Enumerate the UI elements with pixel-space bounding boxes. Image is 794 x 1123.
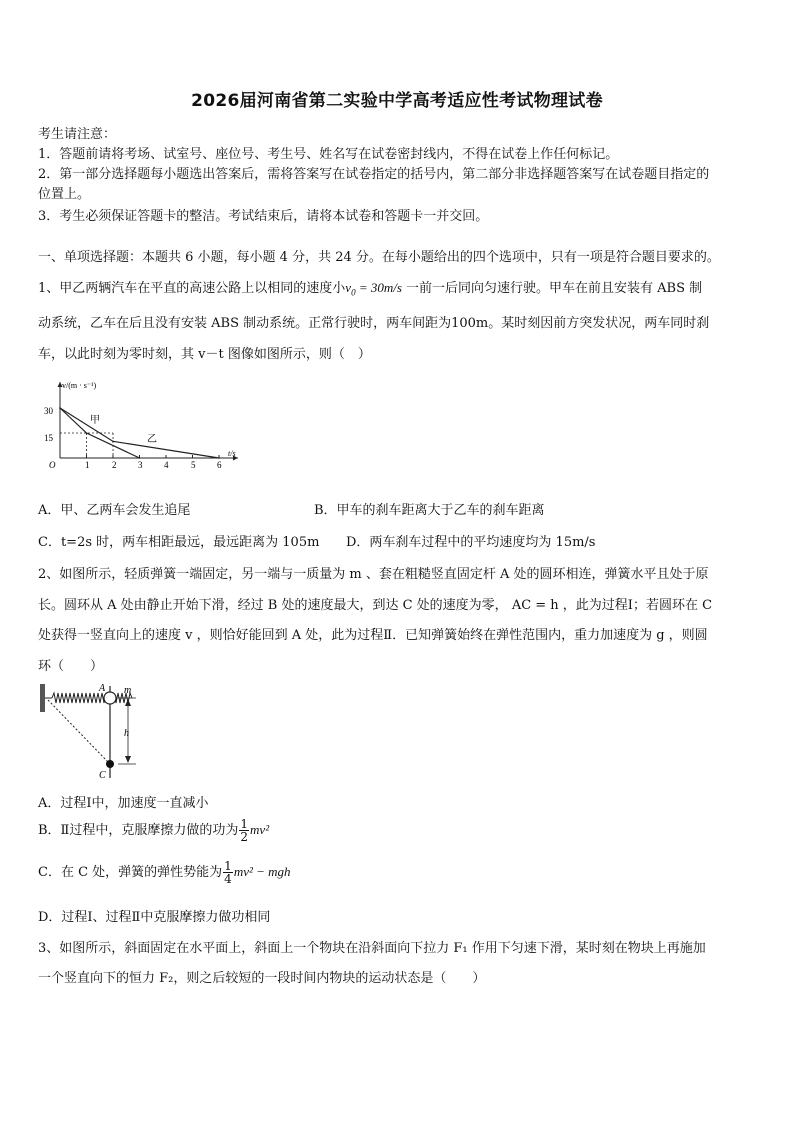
question-2-line: 长。圆环从 A 处由静止开始下滑，经过 B 处的速度最大，到达 C 处的速度为零， AC = h ，此为过程Ⅰ；若圆环在 C	[38, 598, 713, 613]
section-heading: 一、单项选择题：本题共 6 小题，每小题 4 分，共 24 分。在每小题给出的四个选项中，只有一项是符合题目要求的。	[38, 250, 720, 265]
q1-option-b: B．甲车的刹车距离大于乙车的刹车距离	[314, 503, 545, 518]
x-tick-label: 2	[112, 460, 117, 470]
question-2-line: 2、如图所示，轻质弹簧一端固定，另一端与一质量为 m 、套在粗糙竖直固定杆 A 处的圆环相连，弹簧水平且处于原	[38, 567, 709, 582]
arrow-up-icon	[125, 699, 131, 706]
data-point	[218, 457, 220, 459]
fraction	[223, 860, 233, 885]
x-tick-label: 6	[217, 460, 222, 470]
y-tick-label: 15	[44, 433, 53, 443]
notice-heading: 考生请注意：	[38, 127, 117, 142]
wall	[40, 684, 45, 712]
data-point	[139, 457, 141, 459]
q2-option-c-expr: mv² − mgh	[233, 864, 291, 879]
q2-option-b-expr: mv²	[250, 822, 270, 837]
data-point	[112, 441, 114, 443]
fraction-numerator: 1	[240, 817, 249, 831]
q2-option-c-text: C．在 C 处，弹簧的弹性势能为	[38, 865, 223, 880]
notice-item: 2．第一部分选择题每小题选出答案后，需将答案写在试卷指定的括号内，第二部分非选择题答案写在试卷题目指定的	[38, 167, 710, 182]
x-tick-label: 1	[85, 460, 90, 470]
series-line-yi	[60, 408, 219, 458]
ring-at-c	[106, 760, 114, 768]
q1-vt-graph	[38, 378, 248, 470]
q2-option-b-text: B．Ⅱ过程中，克服摩擦力做的功为	[38, 823, 239, 838]
question-3-line: 一个竖直向下的恒力 F₂，则之后较短的一段时间内物块的运动状态是（ ）	[38, 971, 486, 986]
ring-at-a	[104, 692, 116, 704]
arrow-down-icon	[125, 756, 131, 763]
q1-option-a: A．甲、乙两车会发生追尾	[38, 503, 191, 518]
label-m: m	[124, 685, 132, 696]
page-title: 2026届河南省第二实验中学高考适应性考试物理试卷	[191, 91, 603, 111]
q1-v0-value: = 30m/s	[355, 280, 402, 295]
q1-text-cont: 一前一后同向匀速行驶。甲车在前且安装有 ABS 制	[401, 281, 703, 296]
notice-item: 1．答题前请将考场、试室号、座位号、考生号、姓名写在试卷密封线内，不得在试卷上作任何标记。	[38, 147, 619, 162]
q1-option-c: C．t=2s 时，两车相距最远，最远距离为 105m	[38, 535, 320, 550]
data-point	[59, 407, 61, 409]
x-tick-label: 3	[138, 460, 143, 470]
fraction-denominator: 2	[240, 830, 249, 844]
x-tick-label: 5	[191, 460, 196, 470]
q1-option-d: D．两车刹车过程中的平均速度均为 15m/s	[346, 535, 596, 550]
q1-v-sub: 0	[351, 287, 356, 298]
q1-v0	[345, 280, 356, 298]
dashed-line	[48, 700, 108, 762]
q2-spring-figure	[38, 678, 150, 782]
question-2-line: 处获得一竖直向上的速度 v ，则恰好能回到 A 处，此为过程Ⅱ．已知弹簧始终在弹性范围内，重力加速度为 g ，则圆	[38, 628, 708, 643]
question-1-line: 车，以此时刻为零时刻，其 v－t 图像如图所示，则（ ）	[38, 347, 371, 362]
label-h: h	[124, 728, 129, 739]
fraction-numerator: 1	[224, 859, 232, 873]
series-label-yi: 乙	[147, 434, 157, 445]
fraction	[239, 818, 249, 843]
notice-item: 3．考生必须保证答题卡的整洁。考试结束后，请将本试卷和答题卡一并交回。	[38, 209, 489, 224]
label-a: A	[99, 683, 106, 694]
series-label-jia: 甲	[90, 415, 100, 426]
fraction-denominator: 4	[224, 872, 232, 886]
y-axis-label: v/(m · s⁻¹)	[62, 381, 97, 390]
q2-option-d: D．过程Ⅰ、过程Ⅱ中克服摩擦力做功相同	[38, 910, 271, 925]
origin-label: O	[49, 460, 56, 470]
x-tick-label: 4	[164, 460, 169, 470]
question-1-line: 动系统，乙车在后且没有安装 ABS 制动系统。正常行驶时，两车间距为100m。某时刻因前方突发状况，两车同时刹	[38, 316, 710, 331]
q1-v-symbol: v	[345, 280, 352, 295]
data-point	[86, 432, 88, 434]
q2-option-b	[38, 818, 269, 843]
q1-text: 1、甲乙两辆汽车在平直的高速公路上以相同的速度小	[38, 281, 346, 296]
y-tick-label: 30	[44, 406, 53, 416]
question-2-line: 环（ ）	[38, 659, 104, 674]
vt-series	[59, 407, 220, 459]
question-3-line: 3、如图所示，斜面固定在水平面上，斜面上一个物块在沿斜面向下拉力 F₁ 作用下匀速下滑，某时刻在物块上再施加	[38, 941, 706, 956]
question-1-line	[38, 277, 702, 298]
label-c: C	[99, 770, 106, 781]
q2-option-c	[38, 860, 291, 885]
x-axis-label: t/s	[228, 449, 236, 458]
vt-axes	[58, 382, 239, 461]
notice-item: 位置上。	[38, 187, 91, 202]
q2-option-a: A．过程Ⅰ中，加速度一直减小	[38, 796, 209, 811]
